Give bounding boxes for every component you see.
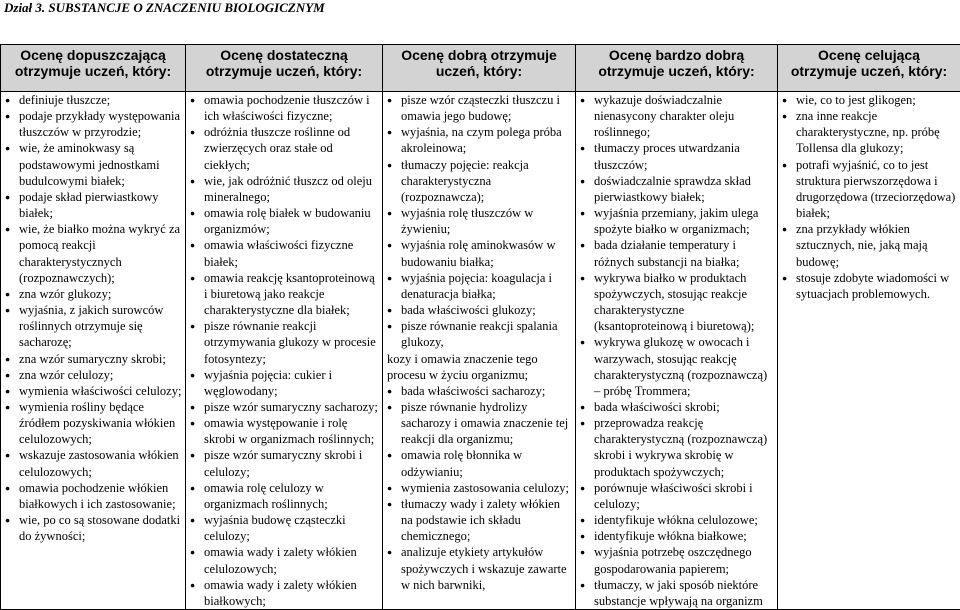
criteria-item: ● zna wzór sumaryczny skrobi; bbox=[5, 351, 182, 367]
column-header-line: Ocenę dobrą otrzymuje bbox=[385, 47, 573, 63]
criteria-item: ● pisze równanie hydrolizy sacharozy i omawia znaczenie tej reakcji dla organizmu; bbox=[387, 399, 572, 447]
criteria-item: ● wie, po co są stosowane dodatki do żywności; bbox=[5, 512, 182, 544]
criteria-item: ● tłumaczy wady i zalety włókien na podstawie ich składu chemicznego; bbox=[387, 496, 572, 544]
criteria-item: ● zna wzór celulozy; bbox=[5, 367, 182, 383]
column-header-line: Ocenę dostateczną bbox=[188, 47, 380, 63]
criteria-item: ● przeprowadza reakcję charakterystyczną (rozpoznawczą) skrobi i wykrywa skrobię w produktach spożywczych; bbox=[580, 415, 774, 480]
criteria-item: ● podaje przykłady występowania tłuszczów w przyrodzie; bbox=[5, 108, 182, 140]
criteria-item: ● omawia wady i zalety włókien białkowych; bbox=[190, 577, 379, 609]
criteria-item: kozy i omawia znaczenie tego procesu w życiu organizmu; bbox=[387, 351, 572, 383]
criteria-item: ● pisze wzór sumaryczny sacharozy; bbox=[190, 399, 379, 415]
criteria-item: ● doświadczalnie sprawdza skład pierwiastkowy białek; bbox=[580, 173, 774, 205]
criteria-item: ● zna wzór glukozy; bbox=[5, 286, 182, 302]
criteria-item: ● tłumaczy, w jaki sposób niektóre substancje wpływają na organizm bbox=[580, 577, 774, 609]
criteria-list-bardzo-dobra bbox=[580, 92, 774, 609]
col-header-celujaca bbox=[778, 45, 960, 92]
col-cell-bardzo-dobra bbox=[576, 92, 778, 610]
criteria-item: ● omawia reakcję ksantoproteinową i biuretową jako reakcje charakterystyczne dla białek; bbox=[190, 270, 379, 318]
criteria-item: ● pisze równanie reakcji spalania glukozy, bbox=[387, 318, 572, 350]
col-header-bardzo-dobra bbox=[576, 45, 778, 92]
col-cell-dobra bbox=[383, 92, 576, 610]
criteria-item: ● pisze wzór sumaryczny skrobi i celulozy; bbox=[190, 447, 379, 479]
criteria-item: ● wie, co to jest glikogen; bbox=[782, 92, 957, 108]
criteria-item: ● definiuje tłuszcze; bbox=[5, 92, 182, 108]
criteria-item: ● wymienia właściwości celulozy; bbox=[5, 383, 182, 399]
column-header-line: otrzymuje uczeń, który: bbox=[578, 63, 775, 79]
criteria-item: ● omawia pochodzenie włókien białkowych i ich zastosowanie; bbox=[5, 480, 182, 512]
criteria-item: ● wyjaśnia rolę aminokwasów w budowaniu białka; bbox=[387, 237, 572, 269]
col-cell-dopuszczajaca bbox=[1, 92, 186, 610]
criteria-item: ● wykazuje doświadczalnie nienasycony charakter oleju roślinnego; bbox=[580, 92, 774, 140]
criteria-item: ● zna przykłady włókien sztucznych, nie, jaką mają budowę; bbox=[782, 221, 957, 269]
col-header-dopuszczajaca bbox=[1, 45, 186, 92]
page-title: Dział 3. SUBSTANCJE O ZNACZENIU BIOLOGICZNYM bbox=[4, 0, 325, 15]
criteria-item: ● stosuje zdobyte wiadomości w sytuacjach problemowych. bbox=[782, 270, 957, 302]
column-header-line: otrzymuje uczeń, który: bbox=[3, 63, 183, 79]
criteria-item: ● bada właściwości skrobi; bbox=[580, 399, 774, 415]
criteria-item: ● wskazuje zastosowania włókien celulozowych; bbox=[5, 447, 182, 479]
criteria-item: ● omawia występowanie i rolę skrobi w organizmach roślinnych; bbox=[190, 415, 379, 447]
criteria-item: ● identyfikuje włókna celulozowe; bbox=[580, 512, 774, 528]
table-header-row bbox=[1, 45, 960, 92]
criteria-item: ● omawia rolę celulozy w organizmach roślinnych; bbox=[190, 480, 379, 512]
criteria-item: ● omawia właściwości fizyczne białek; bbox=[190, 237, 379, 269]
criteria-item: ● wymienia rośliny będące źródłem pozyskiwania włókien celulozowych; bbox=[5, 399, 182, 447]
criteria-item: ● wyjaśnia, na czym polega próba akroleinowa; bbox=[387, 124, 572, 156]
criteria-item: ● wykrywa białko w produktach spożywczych, stosując reakcje charakterystyczne (ksantoproteinową i biuretową); bbox=[580, 270, 774, 335]
column-header-line: Ocenę bardzo dobrą bbox=[578, 47, 775, 63]
criteria-item: ● wie, że aminokwasy są podstawowymi jednostkami budulcowymi białek; bbox=[5, 140, 182, 188]
criteria-list-dopuszczajaca bbox=[5, 92, 182, 544]
criteria-item: ● zna inne reakcje charakterystyczne, np. próbę Tollensa dla glukozy; bbox=[782, 108, 957, 156]
col-header-dobra bbox=[383, 45, 576, 92]
criteria-item: ● wyjaśnia przemiany, jakim ulega spożyte białko w organizmach; bbox=[580, 205, 774, 237]
criteria-item: ● wyjaśnia pojęcia: koagulacja i denaturacja białka; bbox=[387, 270, 572, 302]
criteria-item: ● wykrywa glukozę w owocach i warzywach, stosując reakcję charakterystyczną (rozpoznawczą) – próbę Trommera; bbox=[580, 334, 774, 399]
criteria-item: ● omawia rolę białek w budowaniu organizmów; bbox=[190, 205, 379, 237]
col-cell-dostateczna bbox=[186, 92, 383, 610]
criteria-item: ● analizuje etykiety artykułów spożywczych i wskazuje zawarte w nich barwniki, bbox=[387, 544, 572, 592]
column-header-line: Ocenę celującą bbox=[780, 47, 958, 63]
criteria-item: ● podaje skład pierwiastkowy białek; bbox=[5, 189, 182, 221]
criteria-item: ● wyjaśnia, z jakich surowców roślinnych otrzymuje się sacharozę; bbox=[5, 302, 182, 350]
column-header-line: uczeń, który: bbox=[385, 63, 573, 79]
criteria-item: ● tłumaczy proces utwardzania tłuszczów; bbox=[580, 140, 774, 172]
column-header-line: otrzymuje uczeń, który: bbox=[188, 63, 380, 79]
criteria-item: ● bada działanie temperatury i różnych substancji na białka; bbox=[580, 237, 774, 269]
criteria-list-celujaca bbox=[782, 92, 957, 302]
grading-criteria-table bbox=[0, 44, 960, 610]
criteria-item: ● identyfikuje włókna białkowe; bbox=[580, 528, 774, 544]
criteria-item: ● omawia rolę błonnika w odżywianiu; bbox=[387, 447, 572, 479]
criteria-item: ● porównuje właściwości skrobi i celulozy; bbox=[580, 480, 774, 512]
criteria-item: ● omawia wady i zalety włókien celulozowych; bbox=[190, 544, 379, 576]
criteria-item: ● omawia pochodzenie tłuszczów i ich właściwości fizyczne; bbox=[190, 92, 379, 124]
column-header-line: otrzymuje uczeń, który: bbox=[780, 63, 958, 79]
criteria-item: ● wyjaśnia pojęcia: cukier i węglowodany; bbox=[190, 367, 379, 399]
col-header-dostateczna bbox=[186, 45, 383, 92]
criteria-item: ● wie, jak odróżnić tłuszcz od oleju mineralnego; bbox=[190, 173, 379, 205]
criteria-list-dobra bbox=[387, 92, 572, 593]
criteria-item: ● wymienia zastosowania celulozy; bbox=[387, 480, 572, 496]
criteria-item: ● potrafi wyjaśnić, co to jest struktura pierwszorzędowa i drugorzędowa (trzeciorzędowa) białek; bbox=[782, 157, 957, 222]
criteria-item: ● bada właściwości sacharozy; bbox=[387, 383, 572, 399]
criteria-list-dostateczna bbox=[190, 92, 379, 609]
col-cell-celujaca bbox=[778, 92, 960, 610]
column-header-line: Ocenę dopuszczającą bbox=[3, 47, 183, 63]
criteria-row bbox=[1, 92, 960, 610]
criteria-item: ● wyjaśnia budowę cząsteczki celulozy; bbox=[190, 512, 379, 544]
criteria-item: ● tłumaczy pojęcie: reakcja charakterystyczna (rozpoznawcza); bbox=[387, 157, 572, 205]
criteria-item: ● bada właściwości glukozy; bbox=[387, 302, 572, 318]
criteria-item: ● pisze wzór cząsteczki tłuszczu i omawia jego budowę; bbox=[387, 92, 572, 124]
criteria-item: ● wyjaśnia potrzebę oszczędnego gospodarowania papierem; bbox=[580, 544, 774, 576]
criteria-item: ● wyjaśnia rolę tłuszczów w żywieniu; bbox=[387, 205, 572, 237]
criteria-item: ● odróżnia tłuszcze roślinne od zwierzęcych oraz stałe od ciekłych; bbox=[190, 124, 379, 172]
criteria-item: ● wie, że białko można wykryć za pomocą reakcji charakterystycznych (rozpoznawczych); bbox=[5, 221, 182, 286]
criteria-item: ● pisze równanie reakcji otrzymywania glukozy w procesie fotosyntezy; bbox=[190, 318, 379, 366]
